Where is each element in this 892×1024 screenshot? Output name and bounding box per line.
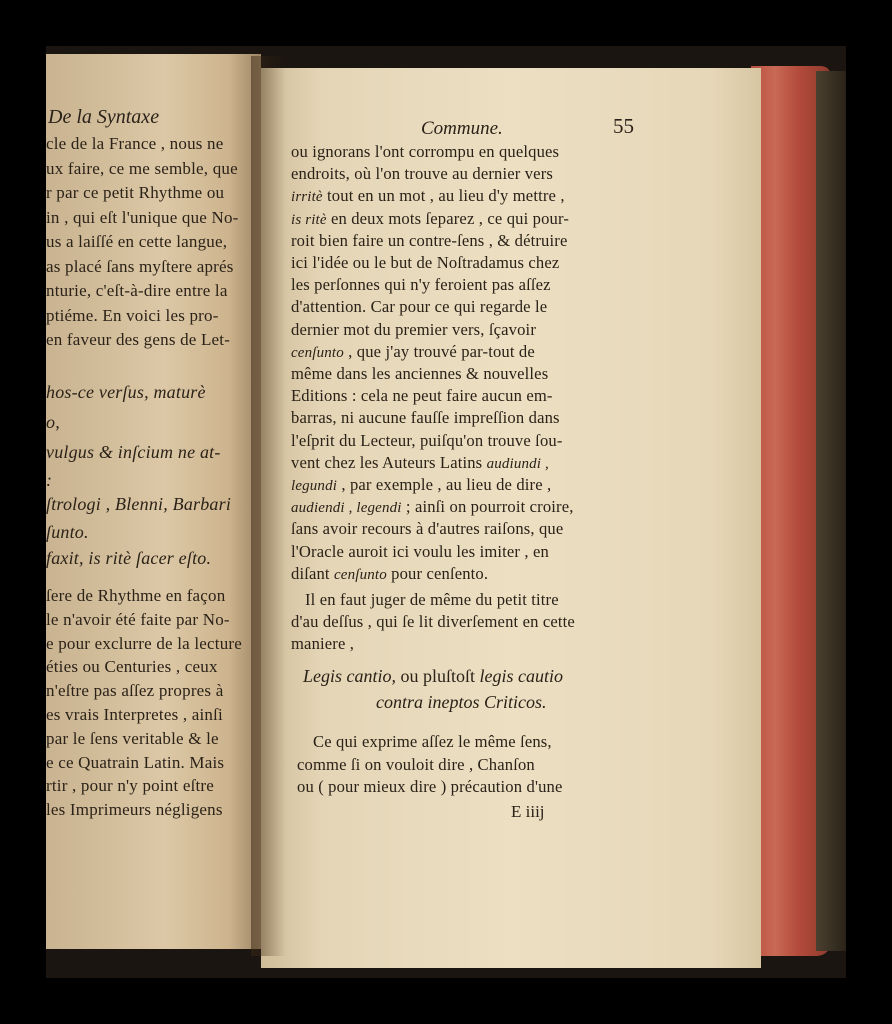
right-text-line: roit bien faire un contre-ſens , & détruire [291,230,568,250]
title-part-c: legis cautio [479,666,564,686]
right-text-line: ici l'idée ou le but de Noſtradamus chez [291,253,560,272]
left-text-line: éties ou Centuries , ceux [46,657,218,677]
right-text-line: audiendi , legendi ; ainſi on pourroit croire, [291,497,574,517]
right-text-line: Il en faut juger de même du petit titre [305,590,559,609]
left-text-line: n'eſtre pas aſſez propres à [46,681,224,701]
right-text-line: dernier mot du premier vers, ſçavoir [291,319,536,339]
left-text-line: le n'avoir été faite par No- [46,609,230,629]
right-text-line: l'Oracle auroit ici voulu les imiter , en [291,541,549,561]
book-photo [46,46,846,978]
left-text-line: us a laiſſé en cette langue, [46,232,228,251]
left-text-line: ptiéme. En voici les pro- [46,305,219,325]
left-text-line: ux faire, ce me semble, que [46,158,238,178]
right-text-line: is ritè en deux mots ſeparez , ce qui pour- [291,208,570,228]
right-running-head: Commune. [421,118,503,139]
right-text-line: ſans avoir recours à d'autres raiſons, que [291,519,564,539]
closing-text-line: Ce qui exprime aſſez le même ſens, [313,732,552,751]
right-text-line: cenſunto , que j'ay trouvé par-tout de [291,341,535,361]
right-text-line: diſant cenſunto pour cenſento. [291,563,489,583]
left-verse-line: ſtrologi , Blenni, Barbari [46,494,232,514]
left-verse-line: : [46,470,53,490]
left-text-line: en faveur des gens de Let- [46,330,231,349]
left-text-line: les Imprimeurs négligens [46,800,223,820]
right-text-line: endroits, où l'on trouve au dernier vers [291,164,553,184]
page-number: 55 [613,114,634,138]
left-text-line: e pour exclurre de la lecture [46,633,242,653]
right-text-line: barras, ni aucune fauſſe impreſſion dans [291,408,560,428]
right-text-line: legundi , par exemple , au lieu de dire , [291,475,552,494]
right-page [261,68,761,968]
book-cover [816,71,846,951]
left-text-line: in , qui eſt l'unique que No- [46,207,239,227]
right-text-line: maniere , [291,634,355,654]
closing-text-line: ou ( pour mieux dire ) précaution d'une [297,777,563,796]
left-text-line: rtir , pour n'y point eſtre [46,776,215,796]
left-text-line: nturie, c'eſt-à-dire entre la [46,281,228,300]
right-text-line: les perſonnes qui n'y feroient pas aſſez [291,275,551,295]
right-text-line: même dans les anciennes & nouvelles [291,364,549,383]
title-line-1 [303,666,563,687]
left-text-line: r par ce petit Rhythme ou [46,183,225,202]
closing-text-line: comme ſi on vouloit dire , Chanſon [297,754,535,774]
right-text-line: Editions : cela ne peut faire aucun em- [291,386,553,406]
title-part-a: Legis cantio, [303,666,396,686]
left-text-line: par le ſens veritable & le [46,728,219,748]
left-verse-line: hos-ce verſus, maturè [46,382,206,402]
right-text-line: d'attention. Car pour ce qui regarde le [291,297,548,317]
right-text-line: vent chez les Auteurs Latins audiundi , [291,452,549,472]
title-line-2: contra ineptos Criticos. [376,692,547,712]
title-part-b: ou pluſtoſt [396,666,480,686]
left-page [46,54,261,949]
left-text-line: ſere de Rhythme en façon [46,586,226,605]
gutter-shadow [251,56,286,956]
right-text-line: l'eſprit du Lecteur, puiſqu'on trouve ſou- [291,430,563,450]
left-text-line: cle de la France , nous ne [46,134,224,153]
left-verse-line: faxit, is ritè ſacer eſto. [46,548,212,568]
left-text-line: e ce Quatrain Latin. Mais [46,752,225,772]
right-text-line: d'au deſſus , qui ſe lit diverſement en cette [291,612,575,632]
left-verse-line: ſunto. [46,522,89,542]
left-running-head: De la Syntaxe [48,106,160,128]
left-verse-line: o, [46,412,60,432]
right-text-line: irritè tout en un mot , au lieu d'y mettre , [291,186,565,206]
left-text-line: as placé ſans myſtere aprés [46,256,234,276]
signature-mark: E iiij [511,802,545,821]
left-text-line: es vrais Interpretes , ainſi [46,705,223,724]
left-verse-line: vulgus & inſcium ne at- [46,442,221,462]
right-text-line: ou ignorans l'ont corrompu en quelques [291,142,560,161]
